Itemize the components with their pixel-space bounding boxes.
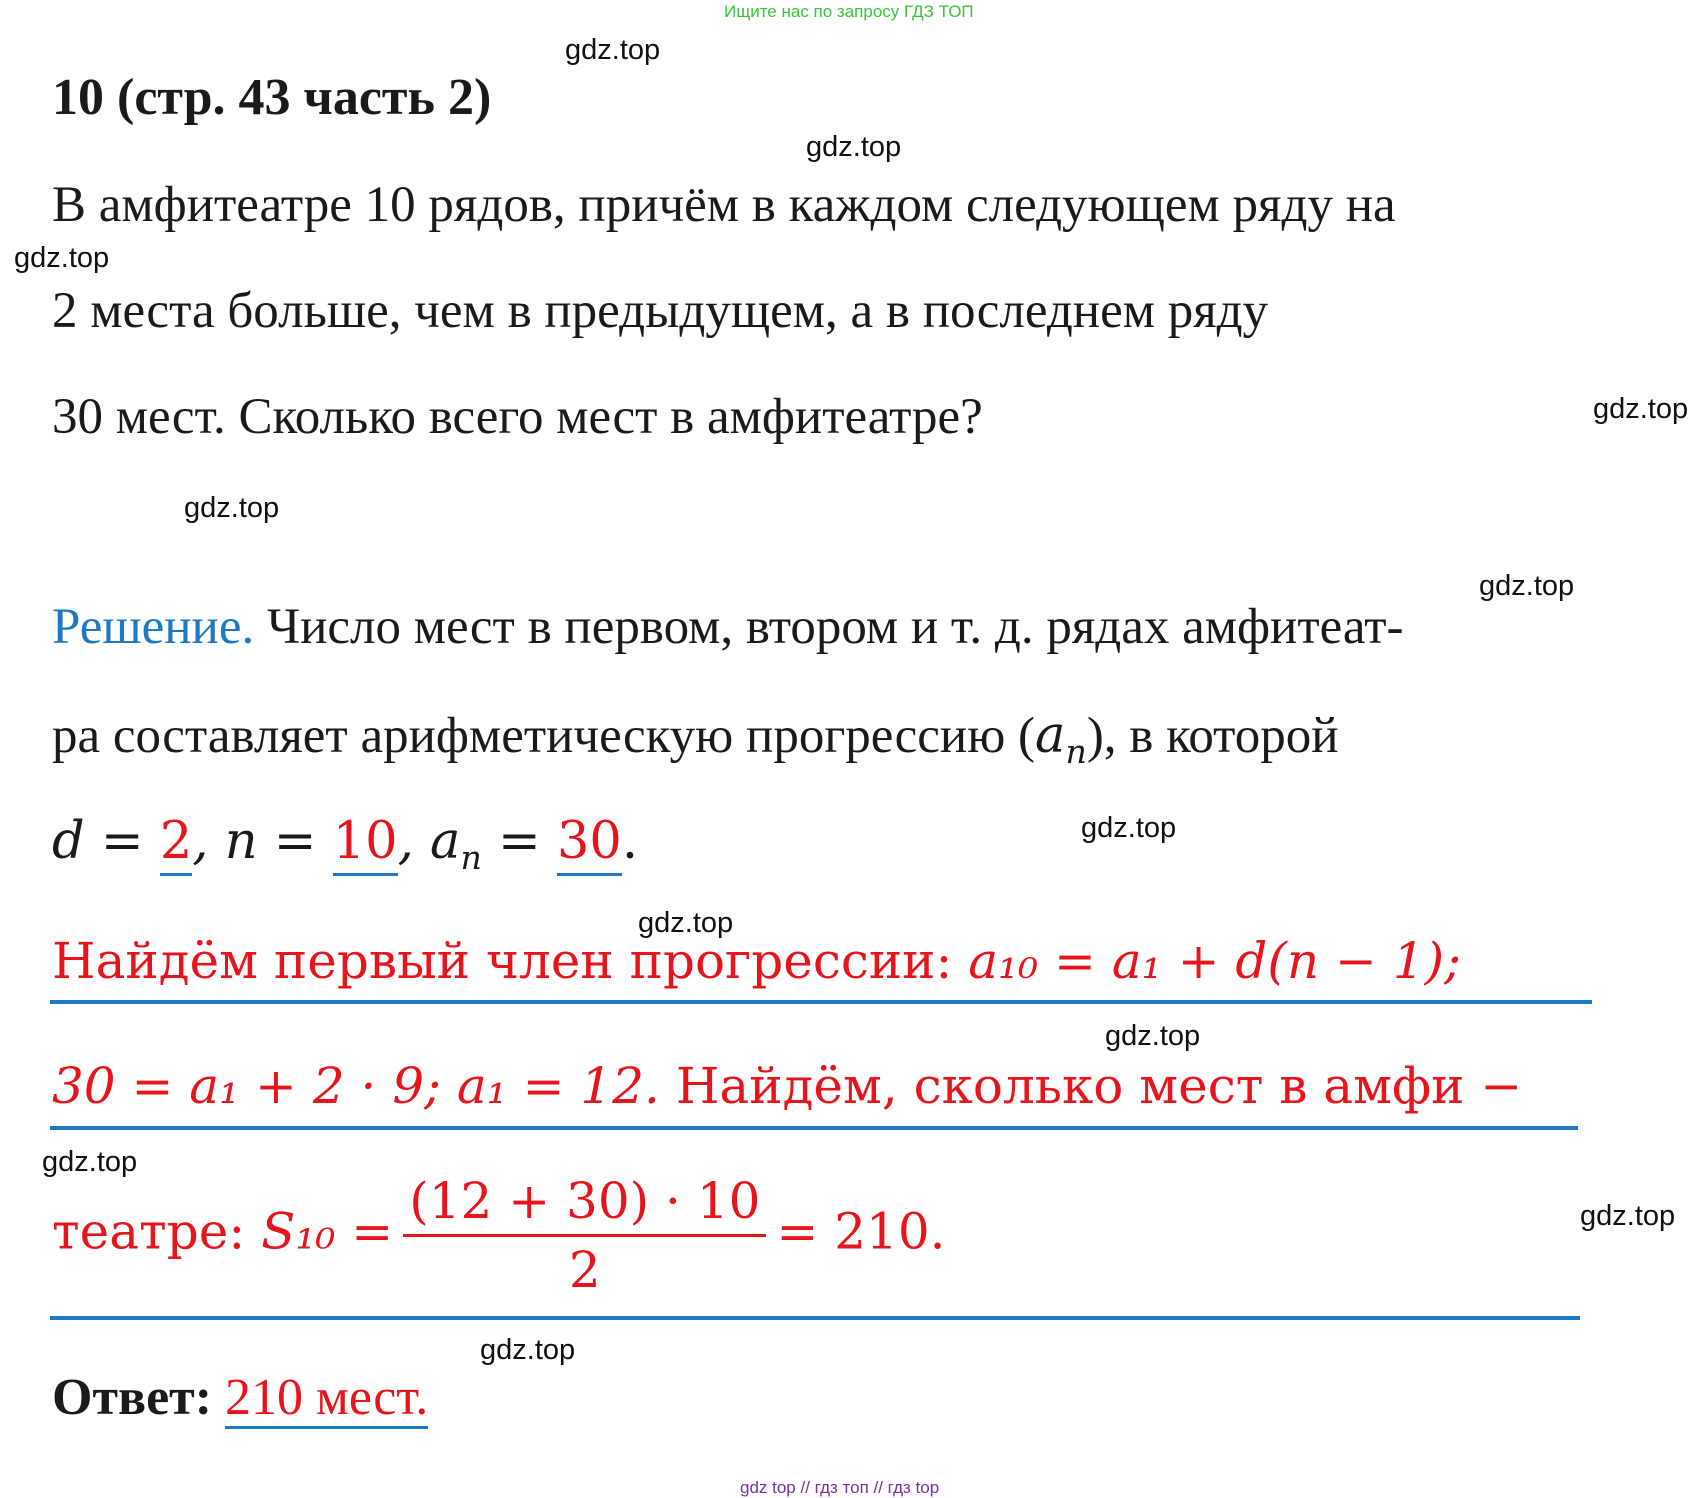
solution-text: ра составляет арифметическую прогрессию ( <box>52 708 1036 764</box>
solution-text: ), в которой <box>1086 708 1339 764</box>
work-line-1 <box>52 932 1461 990</box>
watermark: gdz.top <box>565 34 661 66</box>
work-text: Найдём первый член прогрессии: <box>52 932 969 990</box>
search-banner: Ищите нас по запросу ГДЗ ТОП <box>724 2 974 21</box>
watermark: gdz.top <box>184 492 280 524</box>
n-label: , n = <box>192 812 333 871</box>
watermark: gdz.top <box>638 907 734 939</box>
watermark: gdz.top <box>1593 393 1689 425</box>
work-text: театре: <box>52 1202 262 1261</box>
formula: a₁₀ = a₁ + d(n − 1); <box>968 932 1461 990</box>
footer-links: gdz top // гдз топ // гдз top <box>740 1478 940 1497</box>
fraction-numerator: (12 + 30) · 10 <box>403 1172 766 1237</box>
equals-sign: = <box>481 812 557 871</box>
math-var: a <box>1035 706 1066 765</box>
period: . <box>621 812 639 871</box>
solution-label: Решение. <box>52 599 255 655</box>
watermark: gdz.top <box>1580 1200 1676 1232</box>
fraction-denominator: 2 <box>568 1241 601 1299</box>
underline-rule <box>50 1126 1578 1130</box>
n-value: 10 <box>333 812 398 876</box>
formula: S₁₀ = <box>261 1202 394 1261</box>
page-title: 10 (стр. 43 часть 2) <box>52 69 492 126</box>
problem-line-2: 2 места больше, чем в предыдущем, а в последнем ряду <box>52 283 1269 339</box>
math-subscript: n <box>460 838 482 878</box>
watermark: gdz.top <box>1479 570 1575 602</box>
answer-line <box>52 1368 428 1427</box>
work-text: Найдём, сколько мест в амфи − <box>659 1057 1523 1115</box>
watermark: gdz.top <box>1081 812 1177 844</box>
an-value: 30 <box>557 812 622 876</box>
d-value: 2 <box>160 812 192 876</box>
result: = 210. <box>776 1202 946 1261</box>
problem-line-3: 30 мест. Сколько всего мест в амфитеатре? <box>52 389 983 445</box>
given-values-line <box>52 812 638 877</box>
watermark: gdz.top <box>480 1334 576 1366</box>
watermark: gdz.top <box>14 242 110 274</box>
underline-rule <box>50 1000 1592 1004</box>
solution-line-2 <box>52 706 1339 771</box>
solution-line-1 <box>52 598 1404 656</box>
solution-text: Число мест в первом, втором и т. д. рядах амфитеат- <box>254 599 1404 655</box>
problem-line-1: В амфитеатре 10 рядов, причём в каждом следующем ряду на <box>52 177 1396 233</box>
watermark: gdz.top <box>1105 1020 1201 1052</box>
d-label: d = <box>52 812 160 871</box>
work-line-2 <box>52 1057 1522 1115</box>
formula: 30 = a₁ + 2 · 9; a₁ = 12. <box>52 1057 660 1115</box>
answer-value: 210 мест. <box>225 1369 428 1429</box>
work-line-3 <box>52 1172 946 1299</box>
math-subscript: n <box>1065 732 1087 772</box>
an-label: , a <box>397 812 461 871</box>
watermark: gdz.top <box>806 131 902 163</box>
answer-label: Ответ: <box>52 1369 213 1426</box>
watermark: gdz.top <box>42 1146 138 1178</box>
fraction <box>403 1172 766 1299</box>
underline-rule <box>50 1316 1580 1320</box>
